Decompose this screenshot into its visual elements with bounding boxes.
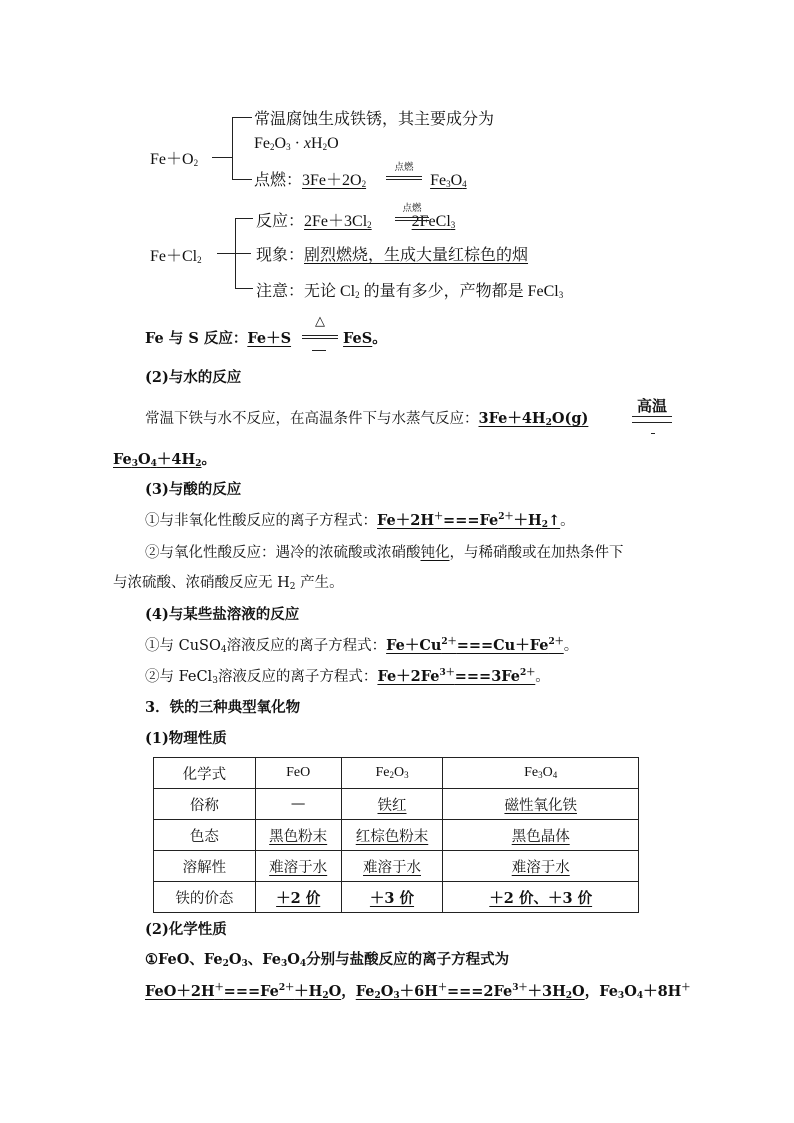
t: ， xyxy=(341,983,356,1000)
sub: 4 xyxy=(636,991,644,1001)
table-row xyxy=(154,758,639,789)
t: 。 xyxy=(535,669,550,685)
t: Fe＋Cu xyxy=(386,637,442,654)
sub: 3 xyxy=(286,142,291,152)
t: 溶液反应的离子方程式： xyxy=(226,638,387,654)
sub: 4 xyxy=(299,959,307,969)
sup: 3＋ xyxy=(439,668,455,678)
underline-mark xyxy=(312,350,326,351)
equation xyxy=(377,512,560,529)
acid-line-3 xyxy=(113,571,344,592)
table-cell xyxy=(255,820,341,851)
brace-vertical xyxy=(235,218,236,288)
t: · xyxy=(294,135,300,152)
t: FeO＋2H xyxy=(145,983,215,1000)
tick-mark xyxy=(651,433,655,434)
t: 2FeCl xyxy=(411,213,451,230)
sup: 2＋ xyxy=(548,637,564,647)
sub: 2 xyxy=(322,991,329,1001)
t: 磁性氧化铁 xyxy=(504,797,577,814)
t: O xyxy=(228,951,242,968)
equals-arrow xyxy=(632,416,672,423)
t: ＋3H xyxy=(527,983,566,1000)
t: 难溶于水 xyxy=(363,859,421,876)
t: O xyxy=(327,135,339,152)
table-cell: FeO xyxy=(255,758,341,789)
sub: 4 xyxy=(150,459,157,469)
table-row xyxy=(154,882,639,913)
sub: 2 xyxy=(541,520,548,530)
t: O xyxy=(624,983,637,1000)
t: ②与 FeCl xyxy=(145,669,213,685)
t: 难溶于水 xyxy=(511,859,570,876)
t: O xyxy=(542,765,553,780)
equals-arrow xyxy=(395,217,429,221)
t: Fe 与 S 反应： xyxy=(145,330,248,347)
t: Fe xyxy=(375,765,390,780)
table-cell xyxy=(443,882,639,913)
sub: 2 xyxy=(270,142,275,152)
table-cell: 俗称 xyxy=(154,789,256,820)
sub: 2 xyxy=(355,290,360,300)
oxides-table xyxy=(153,757,639,913)
sub: 3 xyxy=(404,770,409,780)
sub: 3 xyxy=(281,959,288,969)
table-cell xyxy=(341,820,443,851)
t: 2Fe＋3Cl xyxy=(304,213,368,230)
t: 注意：无论 Cl xyxy=(256,283,356,300)
t: Fe xyxy=(599,983,618,1000)
t: Fe xyxy=(524,765,539,780)
sub: 4 xyxy=(552,770,558,780)
condition-label: 点燃 xyxy=(394,162,414,173)
fe-cl2-note xyxy=(256,278,563,301)
sub: 4 xyxy=(220,645,227,655)
condition-label: 点燃 xyxy=(402,203,422,214)
t: Fe xyxy=(355,983,375,1000)
t: 3Fe＋4H xyxy=(478,410,546,427)
sup: ＋ xyxy=(434,512,444,522)
sup: 2＋ xyxy=(278,983,295,993)
sub: 2 xyxy=(367,220,372,230)
fe-o2-label xyxy=(150,146,198,169)
brace-branch xyxy=(235,218,253,219)
t: Fe xyxy=(254,135,270,152)
fe-s-reaction xyxy=(145,327,387,348)
equation xyxy=(145,983,341,1000)
table-row xyxy=(154,851,639,882)
t: O xyxy=(328,983,342,1000)
equation xyxy=(479,410,589,427)
sub: 2 xyxy=(289,582,296,592)
brace-branch xyxy=(232,179,252,180)
t: ①与 CuSO xyxy=(145,638,221,654)
sub: 2 xyxy=(374,991,381,1001)
sub: 2 xyxy=(222,959,229,969)
sub: 2 xyxy=(361,179,367,189)
table-cell: 化学式 xyxy=(154,758,256,789)
table-cell xyxy=(255,851,341,882)
t: ===Fe xyxy=(223,983,279,1000)
salt-heading: (4)与某些盐溶液的反应 xyxy=(145,606,300,623)
sub: 3 xyxy=(393,991,400,1001)
t: 黑色粉末 xyxy=(269,828,328,845)
sub: 2 xyxy=(389,770,394,780)
t: ＋H xyxy=(513,512,542,529)
chem-line-1 xyxy=(145,948,509,969)
t: ①FeO、Fe xyxy=(145,951,223,968)
sub: 2 xyxy=(545,418,552,428)
t: 与浓硫酸、浓硝酸反应无 H xyxy=(113,575,290,591)
sup: ＋ xyxy=(681,983,691,993)
t: O xyxy=(274,135,287,152)
sup: ＋ xyxy=(437,983,447,993)
t: ，与稀硝酸或在加热条件下 xyxy=(449,545,624,561)
fe-cl2-phenomenon xyxy=(256,242,528,265)
t: Fe＋Cl xyxy=(150,248,198,265)
t: 、Fe xyxy=(247,951,281,968)
sub: 4 xyxy=(462,179,467,189)
brace-connector xyxy=(217,253,251,254)
t: 红棕色粉末 xyxy=(355,828,429,845)
t: ②与氧化性酸反应：遇冷的浓硫酸或浓硝酸 xyxy=(145,545,421,561)
brace-branch xyxy=(235,288,253,289)
t: Fe＋2H xyxy=(377,512,435,529)
table-row xyxy=(154,789,639,820)
table-cell: 铁的价态 xyxy=(154,882,256,913)
sub: 3 xyxy=(446,179,451,189)
fe-o2-branch-1-formula xyxy=(254,135,339,153)
t: H xyxy=(311,135,323,152)
t: O xyxy=(380,983,394,1000)
t: 溶液反应的离子方程式： xyxy=(217,669,378,685)
t: ＋2 价 xyxy=(276,889,321,907)
equation xyxy=(304,213,455,230)
oxides-heading: 3．铁的三种典型氧化物 xyxy=(145,699,301,716)
brace-vertical xyxy=(232,117,233,179)
text: Fe＋O xyxy=(150,151,194,168)
t: 。 xyxy=(560,513,575,529)
t: 点燃： xyxy=(254,172,303,189)
acid-heading: (3)与酸的反应 xyxy=(145,481,242,498)
sub: 2 xyxy=(197,255,202,265)
sub: 2 xyxy=(322,142,328,152)
water-line xyxy=(145,407,588,428)
sup: 3＋ xyxy=(512,983,528,993)
t: 铁红 xyxy=(377,797,407,814)
t: ===3Fe xyxy=(454,668,521,685)
t: 分别与盐酸反应的离子方程式为 xyxy=(306,951,510,968)
equation xyxy=(377,668,535,685)
t: ①与非氧化性酸反应的离子方程式： xyxy=(145,513,377,529)
equals-arrow xyxy=(302,335,338,339)
water-heading: (2)与水的反应 xyxy=(145,369,242,386)
t: 黑色晶体 xyxy=(511,828,570,845)
t: 剧烈燃烧，生成大量红棕色的烟 xyxy=(304,247,529,264)
physical-props-heading: (1)物理性质 xyxy=(145,730,227,747)
table-cell xyxy=(443,851,639,882)
sup: 2＋ xyxy=(441,637,457,647)
t: 。 xyxy=(563,638,579,654)
equation xyxy=(302,172,467,189)
table-cell xyxy=(341,882,443,913)
table-cell: 溶解性 xyxy=(154,851,256,882)
t: ===Cu＋Fe xyxy=(456,637,549,654)
equation xyxy=(356,983,585,1000)
fe-o2-branch-1 xyxy=(254,106,494,129)
t: ＋3 价 xyxy=(369,889,415,907)
water-equation-cont xyxy=(113,448,216,469)
t: 产生。 xyxy=(295,575,344,591)
table-cell xyxy=(443,820,639,851)
text: 常温腐蚀生成铁锈，其主要成分为 xyxy=(254,111,495,128)
t: Fe xyxy=(113,451,132,468)
t: FeS xyxy=(343,330,373,347)
t: ＋6H xyxy=(399,983,438,1000)
condition-label: 高温 xyxy=(636,397,667,415)
table-cell xyxy=(341,758,443,789)
acid-line-1 xyxy=(145,509,575,530)
salt-line-1 xyxy=(145,634,578,655)
t: O xyxy=(572,983,585,1000)
sub: 3 xyxy=(212,676,218,686)
t: 3Fe＋2O xyxy=(302,172,362,189)
sub: 3 xyxy=(450,220,456,230)
equation xyxy=(113,451,201,468)
brace-branch xyxy=(232,117,252,118)
t: Fe＋S xyxy=(247,330,292,347)
table-cell: — xyxy=(255,789,341,820)
fe-cl2-label xyxy=(150,243,202,266)
sub: 3 xyxy=(617,991,625,1001)
t: O xyxy=(393,765,405,780)
sup: 2＋ xyxy=(520,668,536,678)
table-cell xyxy=(341,789,443,820)
table-cell xyxy=(341,851,443,882)
t: ↑ xyxy=(547,512,561,529)
condition-label: △ xyxy=(315,314,325,329)
t: 。 xyxy=(372,330,387,347)
t: O xyxy=(138,451,151,468)
t: 难溶于水 xyxy=(269,859,328,876)
sub: 3 xyxy=(538,770,543,780)
t: ===Fe xyxy=(443,512,499,529)
table-row xyxy=(154,820,639,851)
brace-connector xyxy=(212,157,232,158)
table-cell xyxy=(255,882,341,913)
table-cell xyxy=(443,789,639,820)
t: 。 xyxy=(201,451,216,468)
sub: 2 xyxy=(565,991,573,1001)
subscript: 2 xyxy=(193,158,199,168)
table-cell: 色态 xyxy=(154,820,256,851)
acid-line-2 xyxy=(145,541,624,562)
t: 常温下铁与水不反应，在高温条件下与水蒸气反应： xyxy=(145,411,479,427)
t: 钝化 xyxy=(420,545,450,561)
sub: 3 xyxy=(131,459,138,469)
t: ===2Fe xyxy=(446,983,513,1000)
t: O xyxy=(287,951,300,968)
t: ＋2 价、＋3 价 xyxy=(489,889,593,907)
equals-arrow xyxy=(386,176,422,180)
t: ＋4H xyxy=(156,451,196,468)
t: 反应： xyxy=(256,213,305,230)
t: O(g) xyxy=(551,410,589,427)
t: ， xyxy=(584,983,600,1000)
t: 的量有多少，产物都是 FeCl xyxy=(359,283,559,300)
salt-line-2 xyxy=(145,665,550,686)
t: x xyxy=(303,135,311,152)
chem-line-2 xyxy=(145,980,690,1001)
t: Fe xyxy=(430,172,447,189)
t: Fe＋2Fe xyxy=(377,668,440,685)
sub: 2 xyxy=(195,459,202,469)
chemical-props-heading: (2)化学性质 xyxy=(145,921,227,938)
sub: 3 xyxy=(241,959,248,969)
t: 现象： xyxy=(256,247,305,264)
fe-o2-branch-2 xyxy=(254,167,467,190)
sup: ＋ xyxy=(214,983,224,993)
sup: 2＋ xyxy=(498,512,514,522)
sub: 3 xyxy=(558,290,564,300)
t: O xyxy=(450,172,463,189)
t: ＋8H xyxy=(643,983,682,1000)
equation xyxy=(386,637,564,654)
table-cell xyxy=(443,758,639,789)
t: ＋H xyxy=(294,983,323,1000)
